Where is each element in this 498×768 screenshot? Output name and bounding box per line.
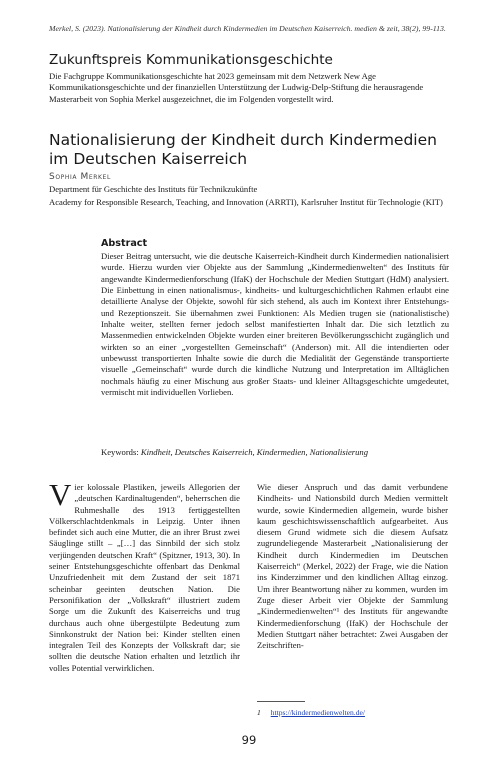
abstract-heading: Abstract	[101, 238, 148, 249]
footnote-link[interactable]: https://kindermedienwelten.de/	[270, 708, 365, 717]
affiliation-department: Department für Geschichte des Instituts für Technikzukünfte	[49, 184, 258, 194]
footnote	[257, 708, 365, 718]
body-text-left: ier kolossale Plastiken, jeweils Allegorien der „deutschen Kardinaltugenden“, beherrschen die Ruhmeshalle des 1913 fertiggestellten Völkerschlachtdenkmals in Leipzig. Unter ihnen befindet sich auch eine Mutter, die an ihrer Brust zwei Säuglinge stillt – „[…] das Sinnbild der sich stolz verjüngenden deutschen Kraft“ (Spitzner, 1913, 30). In seiner Entstehungsgeschichte offenbart das Denkmal Unzufriedenheit mit dem Zustand der seit 1871 scheinbar geeinten deutschen Nation. Die Personifikation der „Volkskraft“ illustriert zudem Sorge um die Zukunft des Kaiserreichs und trug durchaus auch ohne übergestülpte Bedeutung zum Sinnkonstrukt der Nation bei: Kinder stellten einen integralen Teil des Konzepts der Volkskraft dar; sie sollten die deutsche Nation erhalten und letztlich ihr volles Potential verwirklichen.	[49, 482, 240, 673]
citation-header: Merkel, S. (2023). Nationalisierung der Kindheit durch Kindermedien im Deutschen Kaiserreich. medien & zeit, 38(2), 99-113.	[49, 24, 446, 33]
prize-section-text: Die Fachgruppe Kommunikationsgeschichte hat 2023 gemeinsam mit dem Netzwerk New Age Kommunikationsgeschichte und der finanziellen Unterstützung der Ludwig-Delp-Stiftung die herausragende Masterarbeit von Sophia Merkel ausgezeichnet, die im Folgenden vorgestellt wird.	[49, 71, 424, 104]
body-text-right: Wie dieser Anspruch und das damit verbundene Kindheits- und Nationsbild durch Medien vermittelt wurde, sowie Kindermedien allgemein, wurde bisher kaum geschichtswissenschaftlich aufgearbeitet. Aus diesem Grund widmete sich die diesem Aufsatz zugrundeliegende Masterarbeit „Nationalisierung der Kindheit durch Kindermedien im Deutschen Kaiserreich“ (Merkel, 2022) der Frage, wie die Nation ins Kinderzimmer und den kindlichen Alltag einzog. Um ihrer Beantwortung näher zu kommen, wurden im Zuge dieser Arbeit vier Objekte der Sammlung „Kindermedienwelten“¹ des Instituts für angewandte Kindermedienforschung (IfaK) der Hochschule der Medien Stuttgart näher betrachtet: Zwei Ausgaben der Zeitschriften-	[257, 482, 448, 651]
drop-cap: V	[49, 477, 72, 512]
article-title: Nationalisierung der Kindheit durch Kindermedien im Deutschen Kaiserreich	[49, 131, 437, 168]
keywords-values: Kindheit, Deutsches Kaiserreich, Kindermedien, Nationalisierung	[140, 447, 369, 457]
journal-page	[49, 0, 449, 768]
keywords-label: Keywords:	[101, 447, 139, 457]
footnote-divider	[257, 701, 305, 702]
keywords-line	[101, 447, 449, 458]
author-name: Sophia Merkel	[49, 172, 111, 182]
body-column-right	[257, 482, 448, 651]
footnote-number: 1	[257, 708, 261, 717]
abstract-text: Dieser Beitrag untersucht, wie die deutsche Kaiserreich-Kindheit durch Kindermedien nationalisiert wurde. Hierzu wurden vier Objekte aus der Sammlung „Kindermedienwelten“ des Instituts für angewandte Kindermedienforschung (IfaK) der Hochschule der Medien Stuttgart (HdM) analysiert. Die Einbettung in einen nationalismus-, kindheits- und kulturgeschichtlichen Rahmen erlaubt eine detaillierte Analyse der Objekte, sowohl für sich stehend, als auch im Kontext ihrer Entstehungs- und Rezeptionszeit. Sie übernahmen zwei Funktionen: Als Medien trugen sie (nationalistische) Inhalte weiter, stellten ferner jedoch selbst manifestierten Inhalt dar. Die sich letztlich zu Massenmedien entwickelnden Objekte wurden einer breiteren Bevölkerungsschicht zugänglich und wirkten so an einer „vorgestellten Gemeinschaft“ (Anderson) mit. All die intendierten oder unbewusst transportierten Inhalte sowie die durch die Medialität der Gegenstände transportierte visuelle „Gemeinschaft“ wurde durch die kindliche Nutzung und Interpretation im Alltäglichen nochmals häufig zu einer Mischung aus großer Staats- und kleiner Alltagsgeschichte umgedeutet, vermischt mit individuellen Vorlieben.	[101, 251, 449, 398]
affiliation-institute: Academy for Responsible Research, Teaching, and Innovation (ARRTI), Karlsruher Institut für Technologie (KIT)	[49, 197, 443, 207]
prize-section-title: Zukunftspreis Kommunikationsgeschichte	[49, 52, 333, 68]
page-number: 99	[241, 733, 257, 747]
body-column-left	[49, 477, 240, 674]
